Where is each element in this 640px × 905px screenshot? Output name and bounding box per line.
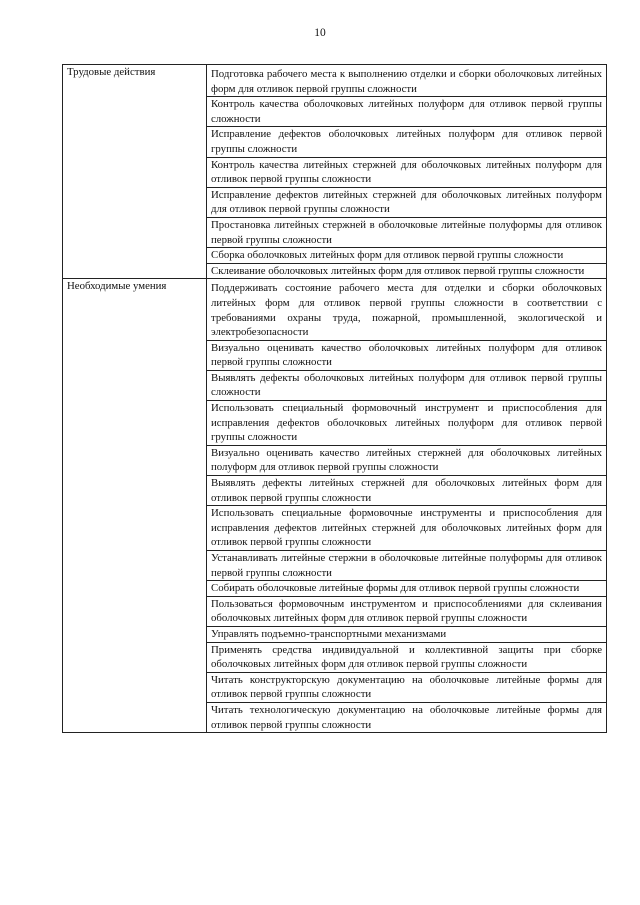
table-row — [63, 65, 607, 97]
section-item: Контроль качества литейных стержней для оболочковых литейных полуформ для отливок первой группы сложности — [207, 157, 607, 187]
section-item: Исправление дефектов оболочковых литейных полуформ для отливок первой группы сложности — [207, 127, 607, 157]
section-item: Выявлять дефекты литейных стержней для оболочковых литейных форм для отливок первой группы сложности — [207, 476, 607, 506]
section-item: Управлять подъемно-транспортными механизмами — [207, 626, 607, 642]
requirements-table — [62, 64, 607, 733]
section-item: Поддерживать состояние рабочего места для отделки и сборки оболочковых литейных форм для отливок первой группы сложности в соответствии с требованиями охраны труда, пожарной, промышленной, экологической и электробезопасности — [207, 279, 607, 340]
section-item: Контроль качества оболочковых литейных полуформ для отливок первой группы сложности — [207, 97, 607, 127]
section-item: Простановка литейных стержней в оболочковые литейные полуформы для отливок первой группы сложности — [207, 217, 607, 247]
section-item: Визуально оценивать качество оболочковых литейных полуформ для отливок первой группы сложности — [207, 340, 607, 370]
table-body — [63, 65, 607, 733]
section-item: Читать технологическую документацию на оболочковые литейные формы для отливок первой группы сложности — [207, 702, 607, 732]
section-item: Собирать оболочковые литейные формы для отливок первой группы сложности — [207, 581, 607, 597]
section-item: Устанавливать литейные стержни в оболочковые литейные полуформы для отливок первой группы сложности — [207, 551, 607, 581]
section-item: Исправление дефектов литейных стержней для оболочковых литейных полуформ для отливок первой группы сложности — [207, 187, 607, 217]
section-item: Склеивание оболочковых литейных форм для отливок первой группы сложности — [207, 263, 607, 279]
section-item: Использовать специальный формовочный инструмент и приспособления для исправления дефектов оболочковых литейных полуформ для отливок первой группы сложности — [207, 401, 607, 446]
section-item: Выявлять дефекты оболочковых литейных полуформ для отливок первой группы сложности — [207, 370, 607, 400]
section-item: Пользоваться формовочным инструментом и приспособлениями для склеивания оболочковых литейных форм для отливок первой группы сложности — [207, 596, 607, 626]
section-label: Необходимые умения — [63, 279, 207, 733]
section-item: Визуально оценивать качество литейных стержней для оболочковых литейных полуформ для отливок первой группы сложности — [207, 445, 607, 475]
section-item: Использовать специальные формовочные инструменты и приспособления для исправления дефектов литейных стержней для оболочковых литейных форм для отливок первой группы сложности — [207, 506, 607, 551]
section-item: Читать конструкторскую документацию на оболочковые литейные формы для отливок первой группы сложности — [207, 672, 607, 702]
table-row — [63, 279, 607, 340]
section-label: Трудовые действия — [63, 65, 207, 279]
section-item: Сборка оболочковых литейных форм для отливок первой группы сложности — [207, 248, 607, 264]
section-item: Применять средства индивидуальной и коллективной защиты при сборке оболочковых литейных форм для отливок первой группы сложности — [207, 642, 607, 672]
section-item: Подготовка рабочего места к выполнению отделки и сборки оболочковых литейных форм для отливок первой группы сложности — [207, 65, 607, 97]
page-number: 10 — [314, 27, 326, 39]
